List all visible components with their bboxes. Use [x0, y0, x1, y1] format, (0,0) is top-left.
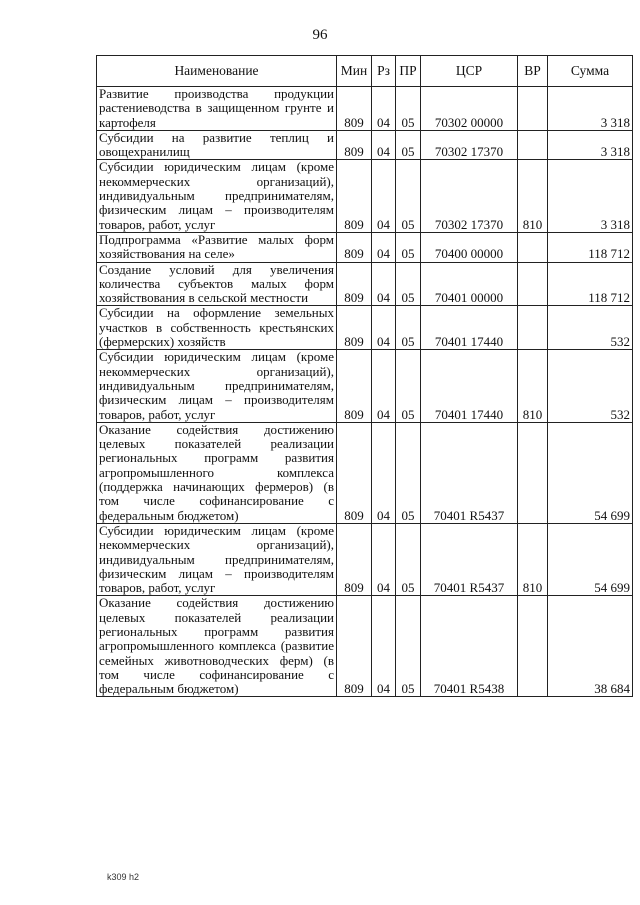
- cell-vr: 810: [518, 160, 548, 232]
- cell-sum: 3 318: [548, 87, 633, 131]
- table-row: [97, 262, 633, 306]
- cell-rz: 04: [372, 87, 396, 131]
- cell-csr: 70401 R5437: [421, 422, 518, 523]
- header-csr: ЦСР: [421, 56, 518, 87]
- cell-min: 809: [337, 262, 372, 306]
- cell-min: 809: [337, 306, 372, 350]
- cell-min: 809: [337, 596, 372, 697]
- cell-pr: 05: [396, 232, 421, 262]
- cell-rz: 04: [372, 232, 396, 262]
- cell-rz: 04: [372, 130, 396, 160]
- header-name: Наименование: [97, 56, 337, 87]
- cell-vr: 810: [518, 523, 548, 595]
- cell-name: Субсидии юридическим лицам (кроме некоммерческих организаций), индивидуальным предпринимателям, физическим лицам – производителям товаров, работ, услуг: [97, 523, 337, 595]
- cell-vr: [518, 596, 548, 697]
- cell-min: 809: [337, 350, 372, 422]
- cell-rz: 04: [372, 422, 396, 523]
- table-row: [97, 130, 633, 160]
- cell-min: 809: [337, 422, 372, 523]
- cell-pr: 05: [396, 160, 421, 232]
- cell-csr: 70401 17440: [421, 306, 518, 350]
- cell-vr: 810: [518, 350, 548, 422]
- cell-name: Субсидии юридическим лицам (кроме некоммерческих организаций), индивидуальным предпринимателям, физическим лицам – производителям товаров, работ, услуг: [97, 160, 337, 232]
- cell-csr: 70401 00000: [421, 262, 518, 306]
- cell-rz: 04: [372, 306, 396, 350]
- cell-rz: 04: [372, 350, 396, 422]
- cell-vr: [518, 422, 548, 523]
- page-number: 96: [312, 27, 328, 43]
- cell-name: Развитие производства продукции растениеводства в защищенном грунте и картофеля: [97, 87, 337, 131]
- cell-sum: 118 712: [548, 232, 633, 262]
- cell-name: Оказание содействия достижению целевых показателей реализации региональных программ развития агропромышленного комплекса (развитие семейных животноводческих ферм) (в том числе софинансирование с федеральным бюджетом): [97, 596, 337, 697]
- header-sum: Сумма: [548, 56, 633, 87]
- cell-name: Создание условий для увеличения количества субъектов малых форм хозяйствования в сельской местности: [97, 262, 337, 306]
- cell-rz: 04: [372, 596, 396, 697]
- table-row: [97, 306, 633, 350]
- cell-sum: 532: [548, 350, 633, 422]
- cell-pr: 05: [396, 87, 421, 131]
- cell-vr: [518, 130, 548, 160]
- cell-csr: 70400 00000: [421, 232, 518, 262]
- cell-pr: 05: [396, 130, 421, 160]
- cell-name: Субсидии на развитие теплиц и овощехранилищ: [97, 130, 337, 160]
- table-row: [97, 232, 633, 262]
- cell-sum: 54 699: [548, 422, 633, 523]
- cell-csr: 70401 R5437: [421, 523, 518, 595]
- cell-csr: 70401 R5438: [421, 596, 518, 697]
- cell-min: 809: [337, 130, 372, 160]
- cell-sum: 3 318: [548, 130, 633, 160]
- cell-vr: [518, 306, 548, 350]
- cell-pr: 05: [396, 523, 421, 595]
- cell-rz: 04: [372, 160, 396, 232]
- cell-pr: 05: [396, 262, 421, 306]
- cell-pr: 05: [396, 596, 421, 697]
- cell-vr: [518, 87, 548, 131]
- table-header-row: [97, 56, 633, 87]
- cell-min: 809: [337, 232, 372, 262]
- budget-table: [96, 55, 633, 697]
- table-row: [97, 160, 633, 232]
- cell-sum: 3 318: [548, 160, 633, 232]
- cell-pr: 05: [396, 350, 421, 422]
- cell-sum: 38 684: [548, 596, 633, 697]
- table-row: [97, 596, 633, 697]
- footer-code: k309 h2: [107, 872, 140, 882]
- cell-min: 809: [337, 87, 372, 131]
- cell-pr: 05: [396, 422, 421, 523]
- cell-name: Подпрограмма «Развитие малых форм хозяйствования на селе»: [97, 232, 337, 262]
- cell-vr: [518, 232, 548, 262]
- cell-csr: 70302 17370: [421, 160, 518, 232]
- cell-pr: 05: [396, 306, 421, 350]
- cell-sum: 54 699: [548, 523, 633, 595]
- cell-rz: 04: [372, 262, 396, 306]
- header-pr: ПР: [396, 56, 421, 87]
- table-row: [97, 350, 633, 422]
- header-vr: ВР: [518, 56, 548, 87]
- cell-sum: 118 712: [548, 262, 633, 306]
- table-row: [97, 87, 633, 131]
- cell-csr: 70401 17440: [421, 350, 518, 422]
- cell-min: 809: [337, 160, 372, 232]
- cell-name: Субсидии юридическим лицам (кроме некоммерческих организаций), индивидуальным предпринимателям, физическим лицам – производителям товаров, работ, услуг: [97, 350, 337, 422]
- cell-min: 809: [337, 523, 372, 595]
- table-row: [97, 523, 633, 595]
- table-row: [97, 422, 633, 523]
- cell-rz: 04: [372, 523, 396, 595]
- cell-name: Субсидии на оформление земельных участков в собственность крестьянских (фермерских) хозяйств: [97, 306, 337, 350]
- cell-name: Оказание содействия достижению целевых показателей реализации региональных программ развития агропромышленного комплекса (поддержка начинающих фермеров) (в том числе софинансирование с федеральным бюджетом): [97, 422, 337, 523]
- cell-vr: [518, 262, 548, 306]
- header-min: Мин: [337, 56, 372, 87]
- cell-csr: 70302 00000: [421, 87, 518, 131]
- header-rz: Рз: [372, 56, 396, 87]
- cell-sum: 532: [548, 306, 633, 350]
- cell-csr: 70302 17370: [421, 130, 518, 160]
